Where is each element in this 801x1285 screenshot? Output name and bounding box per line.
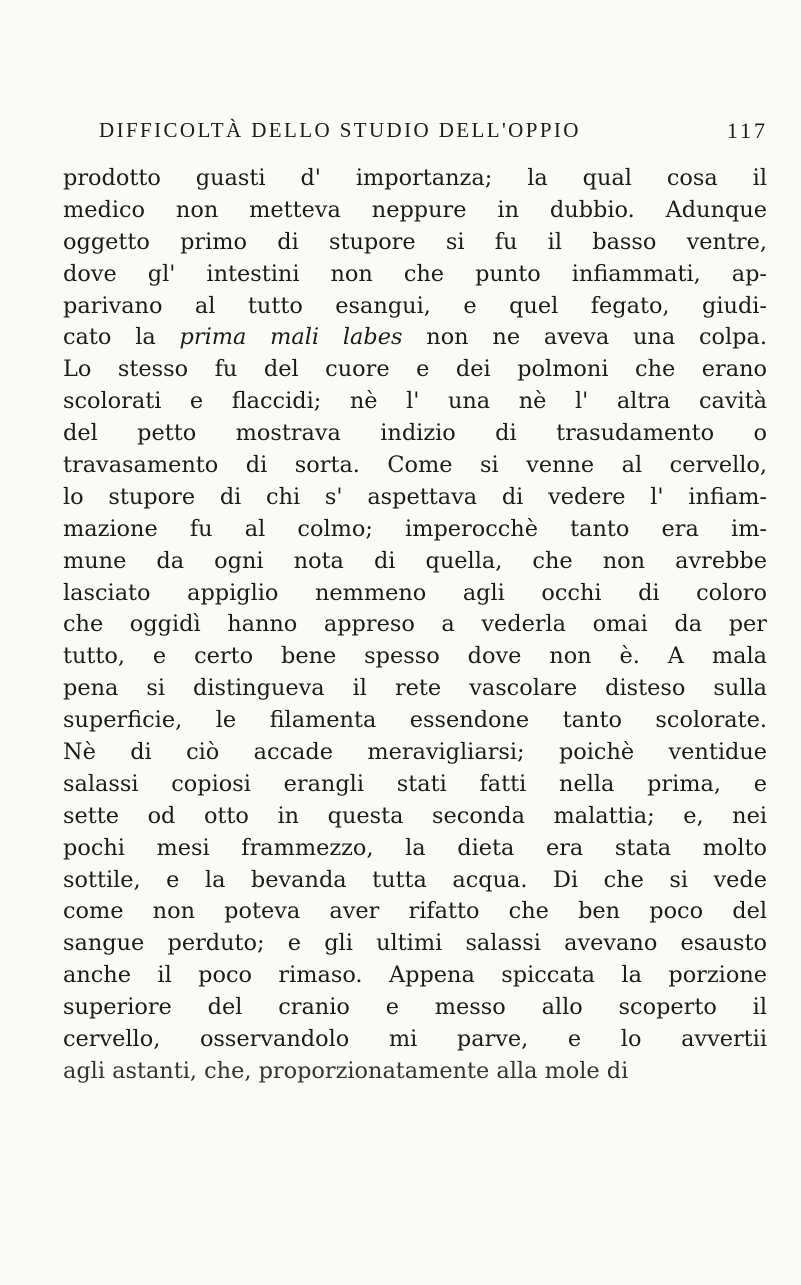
text-line: sangue perduto; e gli ultimi salassi avevano esausto <box>63 930 767 957</box>
running-header <box>99 118 780 154</box>
text-line: lo stupore di chi s' aspettava di vedere l' infiam- <box>63 483 767 510</box>
italic-phrase: prima mali labes <box>179 324 403 351</box>
running-title: DIFFICOLTÀ DELLO STUDIO DELL'OPPIO <box>99 118 581 142</box>
text-line: scolorati e flaccidi; nè l' una nè l' altra cavità <box>63 388 767 415</box>
text-line: pochi mesi frammezzo, la dieta era stata molto <box>63 834 767 861</box>
text-line: anche il poco rimaso. Appena spiccata la porzione <box>63 962 767 989</box>
text-line: superficie, le filamenta essendone tanto scolorate. <box>63 707 767 734</box>
text-line: prodotto guasti d' importanza; la qual cosa il <box>63 165 767 191</box>
text-line: sottile, e la bevanda tutta acqua. Di che si vede <box>63 866 767 893</box>
text-line: dove gl' intestini non che punto infiammati, ap- <box>63 260 767 287</box>
text-line: parivano al tutto esangui, e quel fegato, giudi- <box>63 292 767 319</box>
text-line: travasamento di sorta. Come si venne al cervello, <box>63 452 767 479</box>
text-line: sette od otto in questa seconda malattia; e, nei <box>63 802 767 829</box>
text-line: oggetto primo di stupore si fu il basso ventre, <box>63 228 767 255</box>
text-line: superiore del cranio e messo allo scoperto il <box>63 994 767 1021</box>
text-line: del petto mostrava indizio di trasudamento o <box>63 420 767 447</box>
text-line: mune da ogni nota di quella, che non avrebbe <box>63 547 767 574</box>
text-line: salassi copiosi erangli stati fatti nella prima, e <box>63 770 767 797</box>
text-line: come non poteva aver rifatto che ben poco del <box>63 898 767 925</box>
page-number: 117 <box>726 118 768 143</box>
text-line: mazione fu al colmo; imperocchè tanto era im- <box>63 515 767 542</box>
body-text <box>63 163 767 1088</box>
text-line: tutto, e certo bene spesso dove non è. A mala <box>63 643 767 670</box>
text-segment: non ne aveva una colpa. <box>402 324 767 351</box>
text-line: Lo stesso fu del cuore e dei polmoni che erano <box>63 356 767 383</box>
text-line: cervello, osservandolo mi parve, e lo avvertii <box>63 1026 767 1053</box>
text-line: Nè di ciò accade meravigliarsi; poichè ventidue <box>63 739 767 766</box>
text-line: lasciato appiglio nemmeno agli occhi di coloro <box>63 579 767 606</box>
text-line: medico non metteva neppure in dubbio. Adunque <box>63 196 767 223</box>
text-line: agli astanti, che, proporzionatamente alla mole di <box>63 1057 629 1084</box>
text-line <box>63 322 767 354</box>
text-segment: cato la <box>63 324 180 351</box>
text-line: che oggidì hanno appreso a vederla omai da per <box>63 611 767 638</box>
text-line: pena si distingueva il rete vascolare disteso sulla <box>63 675 767 702</box>
